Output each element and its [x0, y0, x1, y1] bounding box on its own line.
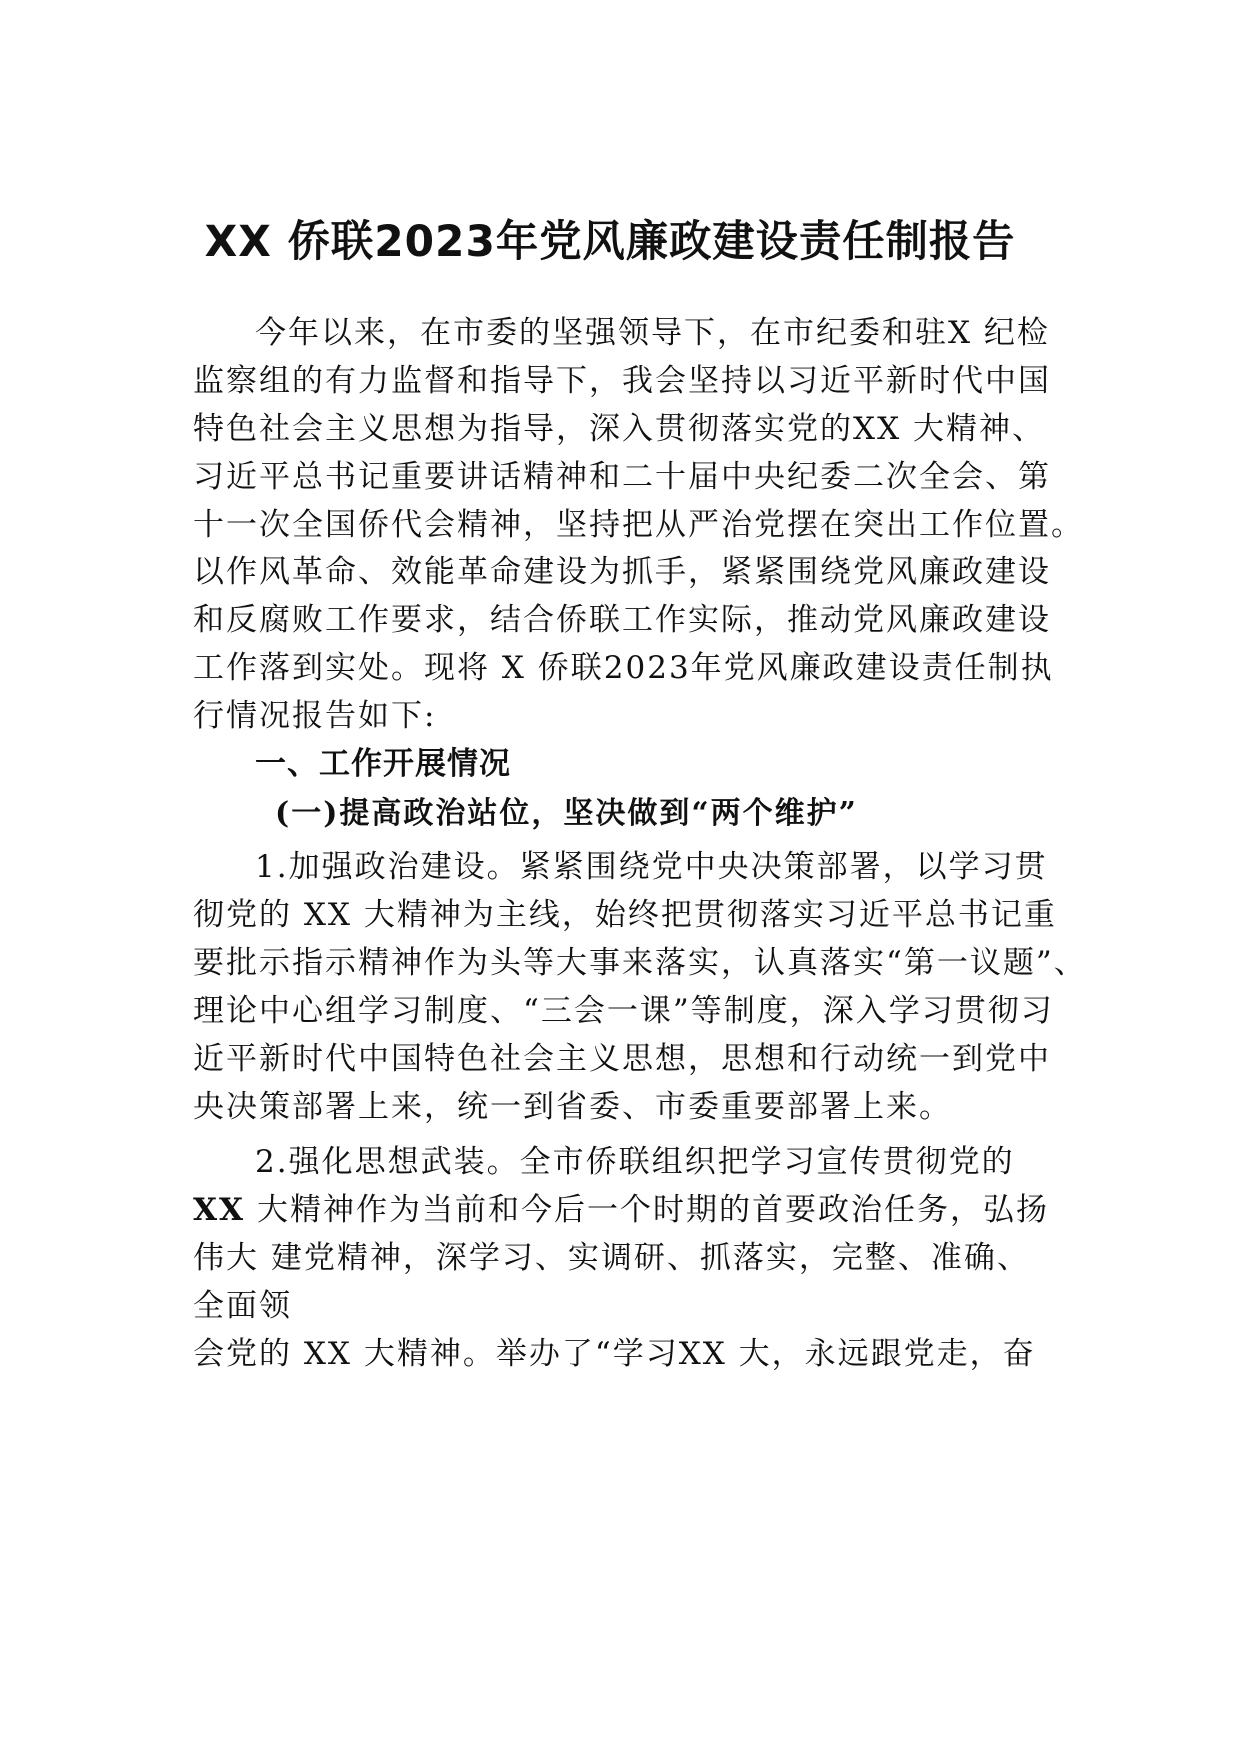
intro-line-8: 工作落到实处。现将 X 侨联2023年党风廉政建设责任制执 [193, 650, 1054, 686]
document-title: XX 侨联2023年党风廉政建设责任制报告 [204, 217, 1016, 267]
item1-line-4: 理论中心组学习制度、“三会一课”等制度，深入学习贯彻习 [193, 993, 1054, 1029]
intro-line-7: 和反腐败工作要求，结合侨联工作实际，推动党风廉政建设 [193, 602, 1051, 638]
item1-line-5: 近平新时代中国特色社会主义思想，思想和行动统一到党中 [193, 1041, 1051, 1077]
item2-line-4: 全面领 [193, 1288, 292, 1324]
item1-line-3: 要批示指示精神作为头等大事来落实，认真落实“第一议题”、 [193, 945, 1087, 981]
intro-line-4: 习近平总书记重要讲话精神和二十届中央纪委二次全会、第 [193, 459, 1051, 495]
intro-line-1: 今年以来，在市委的坚强领导下，在市纪委和驻X 纪检 [255, 315, 1050, 351]
item2-line-1: 2.强化思想武装。全市侨联组织把学习宣传贯彻党的 [255, 1144, 1015, 1180]
intro-line-2: 监察组的有力监督和指导下，我会坚持以习近平新时代中国 [193, 363, 1051, 399]
item2-line-2-text: 大精神作为当前和今后一个时期的首要政治任务，弘扬 [245, 1192, 1049, 1228]
item2-line-3: 伟大 建党精神，深学习、实调研、抓落实，完整、准确、 [193, 1240, 1030, 1276]
item1-line-1: 1.加强政治建设。紧紧围绕党中央决策部署，以学习贯 [255, 849, 1048, 885]
xx-token: XX [193, 1192, 246, 1228]
section-heading: 一、工作开展情况 [255, 746, 511, 782]
intro-line-3: 特色社会主义思想为指导，深入贯彻落实党的XX 大精神、 [193, 411, 1045, 447]
intro-line-5: 十一次全国侨代会精神，坚持把从严治党摆在突出工作位置。 [193, 507, 1084, 543]
subsection-heading: (一)提高政治站位，坚决做到“两个维护” [275, 796, 858, 831]
intro-line-6: 以作风革命、效能革命建设为抓手，紧紧围绕党风廉政建设 [193, 554, 1051, 590]
item1-line-6: 央决策部署上来，统一到省委、市委重要部署上来。 [193, 1089, 952, 1125]
item1-line-2: 彻党的 XX 大精神为主线，始终把贯彻落实习近平总书记重 [193, 897, 1057, 933]
item2-line-5: 会党的 XX 大精神。举办了“学习XX 大，永远跟党走，奋 [193, 1336, 1036, 1372]
intro-line-9: 行情况报告如下: [193, 698, 437, 734]
item2-line-2 [193, 1184, 1049, 1229]
